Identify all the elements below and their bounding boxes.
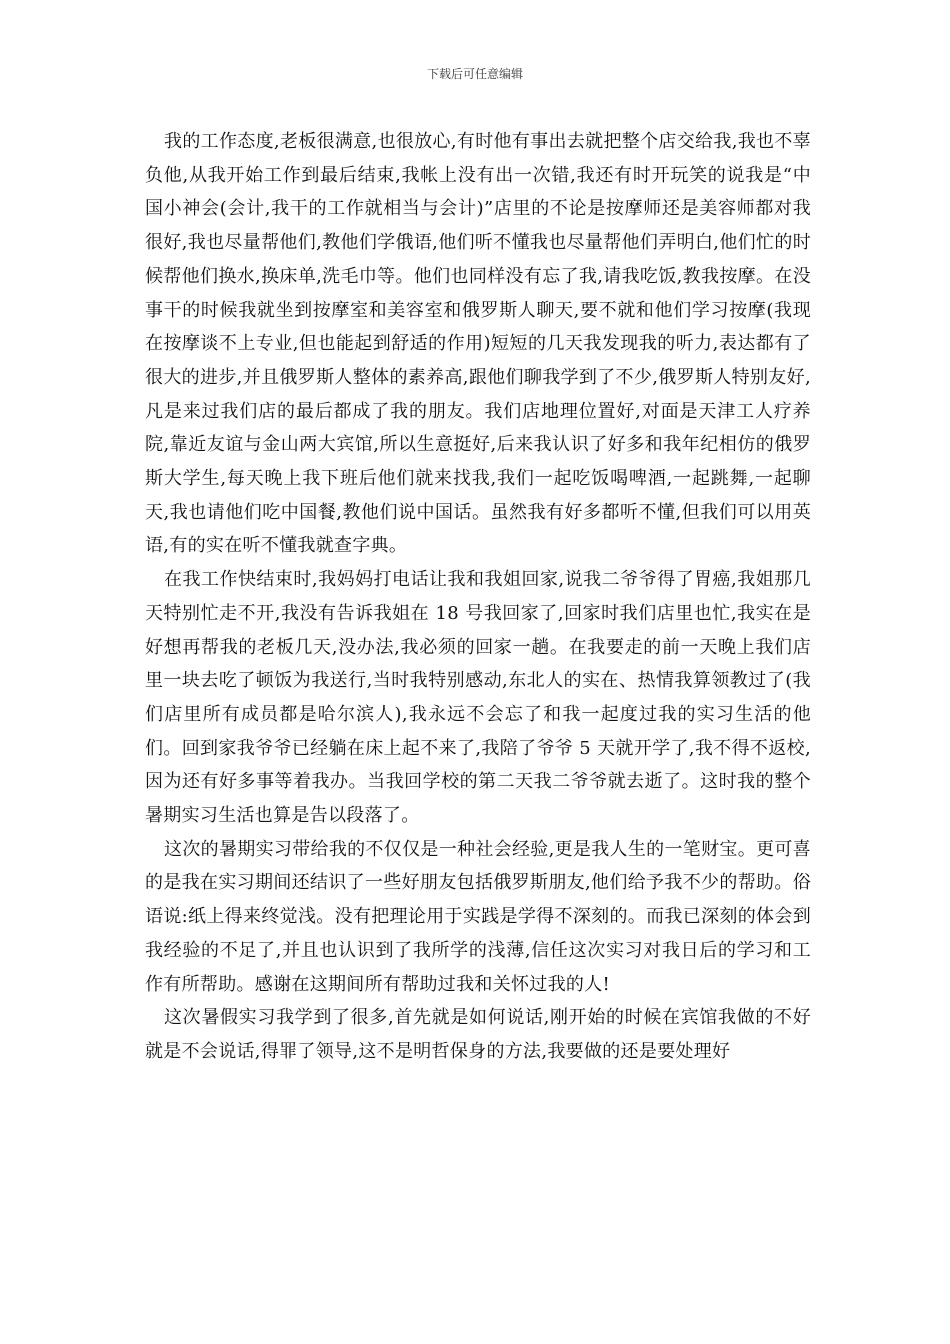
paragraph-4: 这次暑假实习我学到了很多,首先就是如何说话,刚开始的时候在宾馆我做的不好就是不会说话,得罪了领导,这不是明哲保身的方法,我要做的还是要处理好: [145, 1007, 811, 1062]
paragraph-2: 在我工作快结束时,我妈妈打电话让我和我姐回家,说我二爷爷得了胃癌,我姐那几天特别忙走不开,我没有告诉我姐在 18 号我回家了,回家时我们店里也忙,我实在是好想再帮我的老板几天,没办法,我必须的回家一趟。在我要走的前一天晚上我们店里一块去吃了顿饭为我送行,当时我特别感动,东北人的实在、热情我算领教过了(我们店里所有成员都是哈尔滨人),我永远不会忘了和我一起度过我的实习生活的他们。回到家我爷爷已经躺在床上起不来了,我陪了爷爷 5 天就开学了,我不得不返校,因为还有好多事等着我办。当我回学校的第二天我二爷爷就去逝了。这时我的整个暑期实习生活也算是告以段落了。: [145, 569, 811, 827]
paragraph-3: 这次的暑期实习带给我的不仅仅是一种社会经验,更是我人生的一笔财宝。更可喜的是我在实习期间还结识了一些好朋友包括俄罗斯朋友,他们给予我不少的帮助。俗语说:纸上得来终觉浅。没有把理论用于实践是学得不深刻的。而我已深刻的体会到我经验的不足了,并且也认识到了我所学的浅薄,信任这次实习对我日后的学习和工作有所帮助。感谢在这期间所有帮助过我和关怀过我的人!: [145, 838, 811, 995]
paragraph-1: 我的工作态度,老板很满意,也很放心,有时他有事出去就把整个店交给我,我也不辜负他,从我开始工作到最后结束,我帐上没有出一次错,我还有时开玩笑的说我是“中国小神会(会计,我干的工作就相当与会计)”店里的不论是按摩师还是美容师都对我很好,我也尽量帮他们,教他们学俄语,他们听不懂我也尽量帮他们弄明白,他们忙的时候帮他们换水,换床单,洗毛巾等。他们也同样没有忘了我,请我吃饭,教我按摩。在没事干的时候我就坐到按摩室和美容室和俄罗斯人聊天,要不就和他们学习按摩(我现在按摩谈不上专业,但也能起到舒适的作用)短短的几天我发现我的听力,表达都有了很大的进步,并且俄罗斯人整体的素养高,跟他们聊我学到了不少,俄罗斯人特别友好,凡是来过我们店的最后都成了我的朋友。我们店地理位置好,对面是天津工人疗养院,靠近友谊与金山两大宾馆,所以生意挺好,后来我认识了好多和我年纪相仿的俄罗斯大学生,每天晚上我下班后他们就来找我,我们一起吃饭喝啤酒,一起跳舞,一起聊天,我也请他们吃中国餐,教他们说中国话。虽然我有好多都听不懂,但我们可以用英语,有的实在听不懂我就查字典。: [145, 131, 811, 557]
page-header-note: 下载后可任意编辑: [426, 67, 523, 81]
document-body: [145, 125, 811, 1069]
